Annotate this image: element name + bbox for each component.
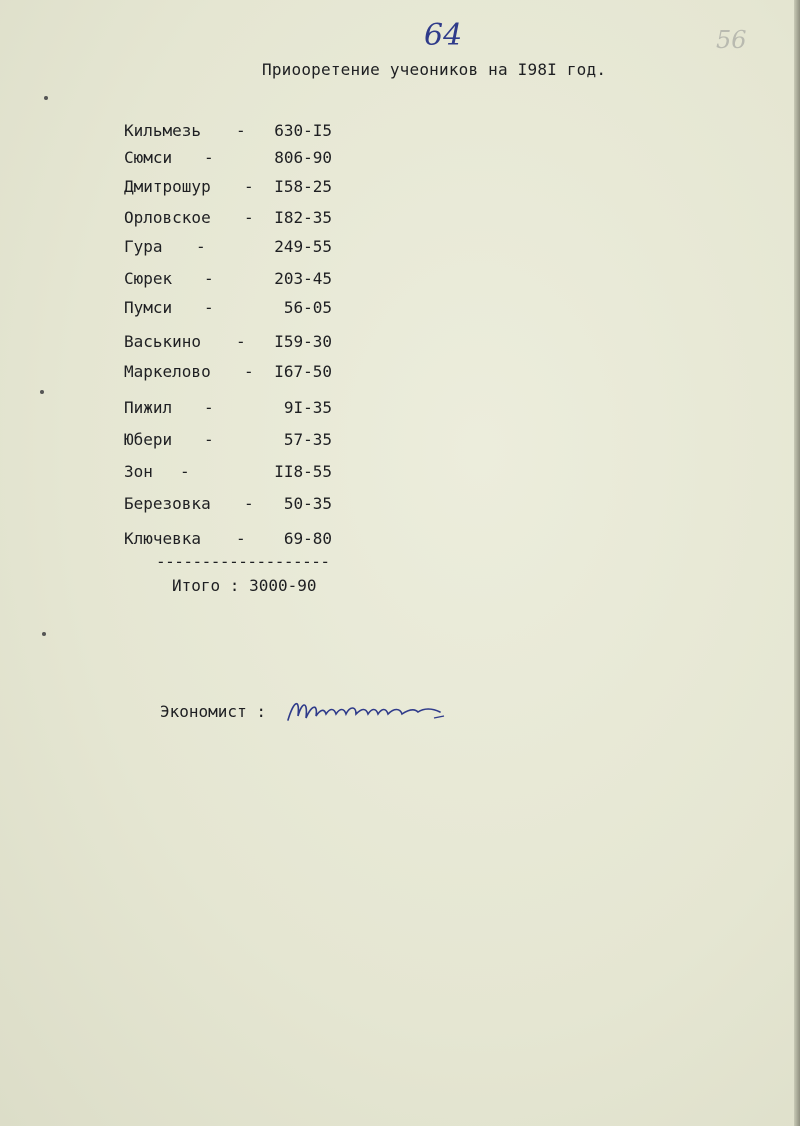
entry-row — [124, 529, 332, 551]
entry-name: Орловское — [124, 208, 211, 227]
entry-name: Дмитрошур — [124, 177, 211, 196]
entry-dash: - — [236, 121, 246, 140]
entry-value: 50-35 — [283, 494, 332, 513]
entry-name: Зон — [124, 462, 153, 481]
entry-dash: - — [236, 332, 246, 351]
signature-image — [284, 690, 464, 730]
entry-row — [124, 177, 332, 199]
entry-value: 57-35 — [283, 430, 332, 449]
entry-row — [124, 398, 332, 420]
entry-dash: - — [204, 398, 214, 417]
entry-dash: - — [204, 298, 214, 317]
entry-name: Маркелово — [124, 362, 211, 381]
entry-dash: - — [204, 148, 214, 167]
document-title: Приооретение учеоников на I98I год. — [262, 60, 607, 79]
entry-name: Березовка — [124, 494, 211, 513]
entry-value: 9I-35 — [283, 398, 332, 417]
entry-row — [124, 269, 332, 291]
entry-value: 249-55 — [274, 237, 332, 256]
entry-dash: - — [204, 269, 214, 288]
entry-value: 203-45 — [274, 269, 332, 288]
entry-name: Гура — [124, 237, 163, 256]
entry-name: Пижил — [124, 398, 173, 417]
entry-row — [124, 237, 332, 259]
entry-dash: - — [236, 529, 246, 548]
entry-dash: - — [244, 362, 254, 381]
entry-value: 630-I5 — [274, 121, 332, 140]
entry-dash: - — [244, 494, 254, 513]
entry-value: I67-50 — [274, 362, 332, 381]
entry-row — [124, 208, 332, 230]
entry-row — [124, 298, 332, 320]
entry-value: II8-55 — [274, 462, 332, 481]
entry-row — [124, 362, 332, 384]
entry-value: 806-90 — [274, 148, 332, 167]
entry-value: I82-35 — [274, 208, 332, 227]
entry-dash: - — [196, 237, 206, 256]
punch-mark — [42, 632, 46, 636]
entry-dash: - — [180, 462, 190, 481]
entry-name: Пумси — [124, 298, 173, 317]
entry-name: Ключевка — [124, 529, 202, 548]
handwritten-folio-number: 64 — [424, 18, 463, 53]
entry-dash: - — [204, 430, 214, 449]
entry-value: I59-30 — [274, 332, 332, 351]
entry-value: 56-05 — [283, 298, 332, 317]
punch-mark — [44, 96, 48, 100]
entry-row — [124, 121, 332, 143]
entry-row — [124, 430, 332, 452]
total-line: Итого : 3000-90 — [172, 576, 317, 595]
punch-mark — [40, 390, 44, 394]
total-divider: ------------------- — [156, 552, 330, 571]
pencil-folio-number: 56 — [716, 26, 747, 54]
entry-row — [124, 332, 332, 354]
signature-label: Экономист : — [160, 702, 266, 721]
entry-name: Васькино — [124, 332, 202, 351]
page-edge — [794, 0, 800, 1126]
entry-name: Сюмси — [124, 148, 173, 167]
entry-row — [124, 494, 332, 516]
entry-dash: - — [244, 177, 254, 196]
entry-name: Сюрек — [124, 269, 173, 288]
entry-value: 69-80 — [283, 529, 332, 548]
entry-name: Юбери — [124, 430, 173, 449]
entry-value: I58-25 — [274, 177, 332, 196]
entry-row — [124, 148, 332, 170]
entry-dash: - — [244, 208, 254, 227]
entry-name: Кильмезь — [124, 121, 202, 140]
entry-row — [124, 462, 332, 484]
